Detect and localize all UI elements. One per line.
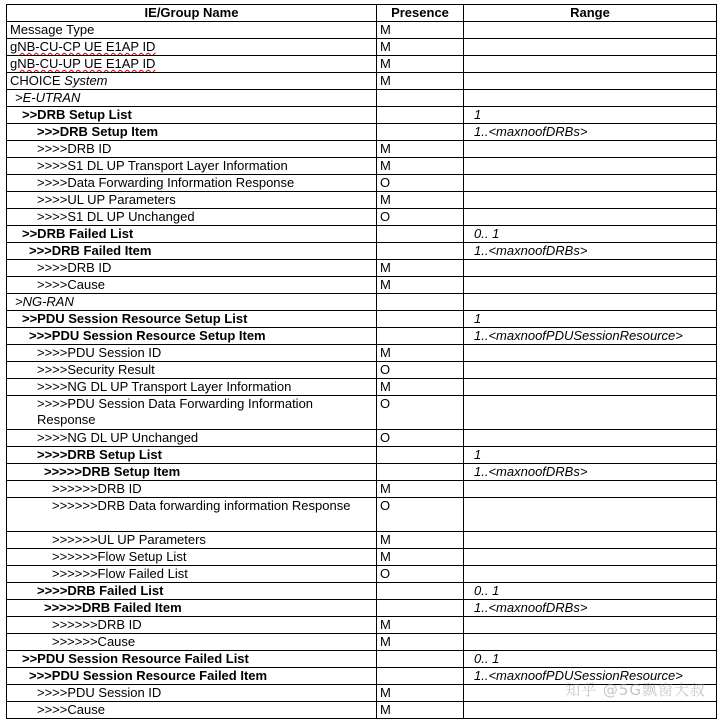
table-row: [7, 566, 717, 583]
table-row: [7, 481, 717, 498]
ie-name: [7, 56, 377, 73]
ie-range: [464, 345, 717, 362]
ie-presence: M: [377, 277, 464, 294]
table-row: [7, 243, 717, 260]
ie-range: [464, 362, 717, 379]
ie-presence: M: [377, 158, 464, 175]
ie-presence: M: [377, 379, 464, 396]
table-row: [7, 532, 717, 549]
ie-range: [464, 22, 717, 39]
ie-range: 0.. 1: [464, 226, 717, 243]
ie-name: >>PDU Session Resource Failed List: [7, 651, 377, 668]
table-row: [7, 362, 717, 379]
ie-range: [464, 702, 717, 719]
ie-name: >>>PDU Session Resource Failed Item: [7, 668, 377, 685]
ie-range: 1..<maxnoofPDUSessionResource>: [464, 668, 717, 685]
ie-range: [464, 294, 717, 311]
ie-presence: [377, 226, 464, 243]
ie-presence: M: [377, 634, 464, 651]
ie-presence: M: [377, 617, 464, 634]
table-row: [7, 583, 717, 600]
ie-presence: [377, 464, 464, 481]
ie-presence: [377, 294, 464, 311]
ie-name: >>>>S1 DL UP Transport Layer Information: [7, 158, 377, 175]
ie-range: [464, 532, 717, 549]
ie-name: >NG-RAN: [7, 294, 377, 311]
ie-name: >>PDU Session Resource Setup List: [7, 311, 377, 328]
ie-range: [464, 90, 717, 107]
ie-name: >>>>>>Cause: [7, 634, 377, 651]
ie-name-italic: System: [64, 73, 108, 88]
ie-range: [464, 634, 717, 651]
ie-range: [464, 481, 717, 498]
table-row: [7, 22, 717, 39]
table-row: [7, 549, 717, 566]
ie-range: [464, 549, 717, 566]
ie-range: [464, 430, 717, 447]
ie-name: >>>>S1 DL UP Unchanged: [7, 209, 377, 226]
ie-name: >>>>Security Result: [7, 362, 377, 379]
ie-name-text: gNB-CU-CP UE E1AP ID: [10, 39, 156, 54]
ie-presence: O: [377, 209, 464, 226]
table-row: [7, 141, 717, 158]
ie-range: [464, 379, 717, 396]
ie-range: [464, 158, 717, 175]
ie-presence: [377, 651, 464, 668]
ie-presence: M: [377, 192, 464, 209]
ie-name: >>>>>>UL UP Parameters: [7, 532, 377, 549]
ie-presence: M: [377, 141, 464, 158]
ie-name: [7, 73, 377, 90]
table-row: [7, 617, 717, 634]
table-row: [7, 277, 717, 294]
table-row: [7, 192, 717, 209]
ie-range: 1..<maxnoofDRBs>: [464, 600, 717, 617]
table-row: [7, 73, 717, 90]
ie-name: >>>>>>DRB ID: [7, 617, 377, 634]
ie-presence: [377, 328, 464, 345]
ie-name: >>>>DRB ID: [7, 141, 377, 158]
ie-range: 1..<maxnoofDRBs>: [464, 464, 717, 481]
ie-range: [464, 192, 717, 209]
ie-name: >>>PDU Session Resource Setup Item: [7, 328, 377, 345]
ie-range: [464, 396, 717, 430]
ie-name: >>>>NG DL UP Unchanged: [7, 430, 377, 447]
header-ie-group-name: IE/Group Name: [7, 5, 377, 22]
ie-range: 1: [464, 107, 717, 124]
table-row: [7, 328, 717, 345]
ie-name: >>>DRB Failed Item: [7, 243, 377, 260]
ie-range: 1..<maxnoofDRBs>: [464, 124, 717, 141]
table-row: [7, 396, 717, 430]
ie-presence: M: [377, 685, 464, 702]
table-row: [7, 56, 717, 73]
ie-name: >>>>>>Flow Failed List: [7, 566, 377, 583]
ie-range: 1..<maxnoofPDUSessionResource>: [464, 328, 717, 345]
ie-range: [464, 73, 717, 90]
ie-presence: M: [377, 481, 464, 498]
table-row: [7, 702, 717, 719]
table-row: [7, 634, 717, 651]
table-row: [7, 430, 717, 447]
ie-range: 0.. 1: [464, 651, 717, 668]
table-row: [7, 379, 717, 396]
ie-name: >>>>DRB Setup List: [7, 447, 377, 464]
ie-name: >>>>Data Forwarding Information Response: [7, 175, 377, 192]
table-row: [7, 311, 717, 328]
table-row: [7, 498, 717, 532]
table-row: [7, 600, 717, 617]
ie-presence: O: [377, 175, 464, 192]
ie-range: [464, 175, 717, 192]
table-row: [7, 447, 717, 464]
ie-range: 1..<maxnoofDRBs>: [464, 243, 717, 260]
ie-presence: [377, 90, 464, 107]
ie-name: >>DRB Setup List: [7, 107, 377, 124]
ie-presence: O: [377, 430, 464, 447]
ie-range: [464, 56, 717, 73]
ie-range: [464, 141, 717, 158]
ie-range: 1: [464, 447, 717, 464]
header-range: Range: [464, 5, 717, 22]
table-row: [7, 39, 717, 56]
ie-name-text: CHOICE: [10, 73, 65, 88]
ie-name: >>>>>>Flow Setup List: [7, 549, 377, 566]
header-presence: Presence: [377, 5, 464, 22]
table-row: [7, 651, 717, 668]
ie-presence: [377, 107, 464, 124]
ie-presence: [377, 243, 464, 260]
ie-presence: M: [377, 39, 464, 56]
ie-name: >>>>>>DRB Data forwarding information Response: [7, 498, 377, 532]
table-row: [7, 158, 717, 175]
table-row: [7, 175, 717, 192]
ie-presence: M: [377, 56, 464, 73]
ie-range: 0.. 1: [464, 583, 717, 600]
ie-name-text: gNB-CU-UP UE E1AP ID: [10, 56, 156, 71]
ie-name: Message Type: [7, 22, 377, 39]
table-row: [7, 260, 717, 277]
ie-presence: M: [377, 702, 464, 719]
table-row: [7, 107, 717, 124]
ie-name: >>>>Cause: [7, 702, 377, 719]
ie-table: [6, 4, 717, 719]
table-row: [7, 294, 717, 311]
ie-presence: M: [377, 73, 464, 90]
ie-presence: [377, 668, 464, 685]
ie-presence: M: [377, 549, 464, 566]
table-header-row: [7, 5, 717, 22]
ie-presence: M: [377, 22, 464, 39]
ie-range: [464, 39, 717, 56]
ie-presence: O: [377, 566, 464, 583]
ie-presence: O: [377, 396, 464, 430]
table-row: [7, 464, 717, 481]
ie-name: >>>>DRB Failed List: [7, 583, 377, 600]
ie-presence: O: [377, 498, 464, 532]
ie-presence: [377, 447, 464, 464]
ie-presence: M: [377, 345, 464, 362]
ie-name: >>>>NG DL UP Transport Layer Information: [7, 379, 377, 396]
ie-range: [464, 277, 717, 294]
table-row: [7, 90, 717, 107]
ie-name: >>>>>DRB Failed Item: [7, 600, 377, 617]
ie-name: >>>DRB Setup Item: [7, 124, 377, 141]
ie-range: [464, 617, 717, 634]
ie-presence: O: [377, 362, 464, 379]
ie-name: >>>>PDU Session ID: [7, 685, 377, 702]
ie-name: >>>>UL UP Parameters: [7, 192, 377, 209]
ie-name: >>>>>DRB Setup Item: [7, 464, 377, 481]
ie-presence: [377, 124, 464, 141]
ie-presence: [377, 600, 464, 617]
ie-name: >>>>DRB ID: [7, 260, 377, 277]
watermark-text: 知乎 @5G飘窗大叔: [565, 681, 706, 699]
table-row: [7, 345, 717, 362]
ie-range: [464, 260, 717, 277]
table-row: [7, 124, 717, 141]
ie-name: >>>>>>DRB ID: [7, 481, 377, 498]
ie-name: >>>>PDU Session ID: [7, 345, 377, 362]
ie-range: [464, 498, 717, 532]
ie-name-text: >>>>PDU Session Data Forwarding Information Response: [37, 396, 314, 427]
ie-name: >E-UTRAN: [7, 90, 377, 107]
ie-range: 1: [464, 311, 717, 328]
ie-presence: [377, 583, 464, 600]
ie-range: [464, 566, 717, 583]
ie-name: >>DRB Failed List: [7, 226, 377, 243]
table-row: [7, 209, 717, 226]
ie-name: [7, 396, 377, 430]
ie-name: >>>>Cause: [7, 277, 377, 294]
ie-name: [7, 39, 377, 56]
ie-presence: M: [377, 532, 464, 549]
table-row: [7, 226, 717, 243]
ie-range: [464, 209, 717, 226]
ie-presence: M: [377, 260, 464, 277]
ie-presence: [377, 311, 464, 328]
